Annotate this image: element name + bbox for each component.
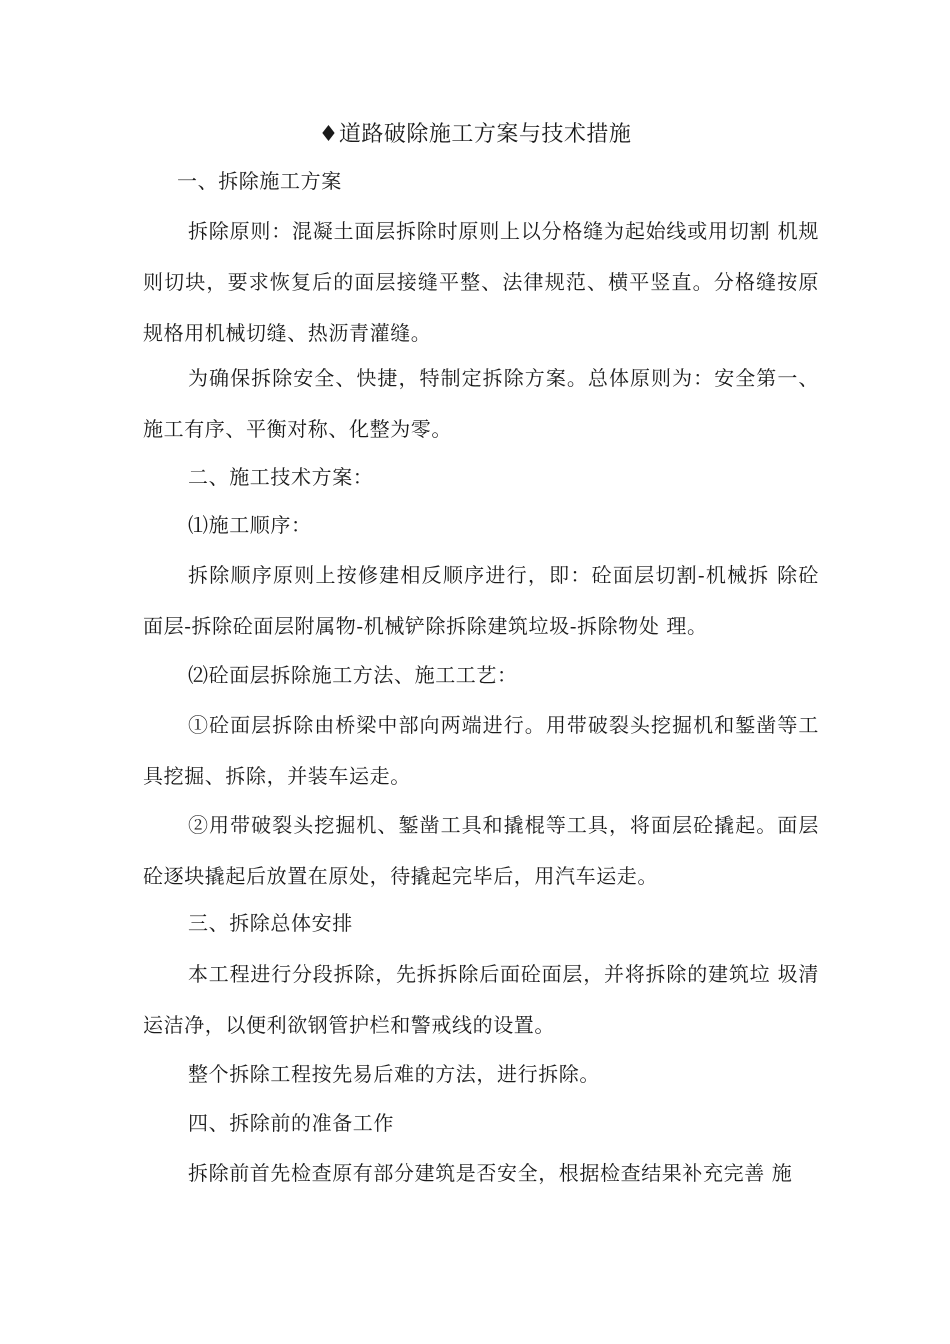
section-heading-2: 二、施工技术方案： xyxy=(188,465,374,489)
section-heading-3: 三、拆除总体安排 xyxy=(188,911,353,935)
subheading-method: ⑵砼面层拆除施工方法、施工工艺： xyxy=(188,663,518,687)
paragraph-demolition-principle: 拆除原则：混凝土面层拆除时原则上以分格缝为起始线或用切割 机规则切块，要求恢复后的面层接缝平整、法律规范、横平竖直。分格缝按原规格用机械切缝、热沥青灌缝。 xyxy=(143,219,819,345)
paragraph-step-1: ①砼面层拆除由桥梁中部向两端进行。用带破裂头挖掘机和錾凿等工具挖掘、拆除，并装车运走。 xyxy=(143,713,819,788)
section-heading-4: 四、拆除前的准备工作 xyxy=(188,1111,394,1135)
paragraph-easy-first: 整个拆除工程按先易后难的方法，进行拆除。 xyxy=(188,1062,600,1086)
paragraph-step-2: ②用带破裂头挖掘机、錾凿工具和撬棍等工具，将面层砼撬起。面层砼逐块撬起后放置在原处，待撬起完毕后，用汽车运走。 xyxy=(143,813,819,888)
paragraph-staged-demolition: 本工程进行分段拆除，先拆拆除后面砼面层，并将拆除的建筑垃 圾清运洁净，以便利欲钢管护栏和警戒线的设置。 xyxy=(143,962,819,1037)
paragraph-demolition-order: 拆除顺序原则上按修建相反顺序进行，即：砼面层切割-机械拆 除砼面层-拆除砼面层附属物-机械铲除拆除建筑垃圾-拆除物处 理。 xyxy=(143,563,819,638)
subheading-construction-sequence: ⑴施工顺序： xyxy=(188,513,312,537)
section-heading-1: 一、拆除施工方案 xyxy=(177,169,342,193)
paragraph-pre-inspection: 拆除前首先检查原有部分建筑是否安全，根据检查结果补充完善 施 xyxy=(188,1161,793,1185)
paragraph-overall-principle: 为确保拆除安全、快捷，特制定拆除方案。总体原则为：安全第一、施工有序、平衡对称、化整为零。 xyxy=(143,366,819,441)
document-title: ♦道路破除施工方案与技术措施 xyxy=(318,122,632,147)
